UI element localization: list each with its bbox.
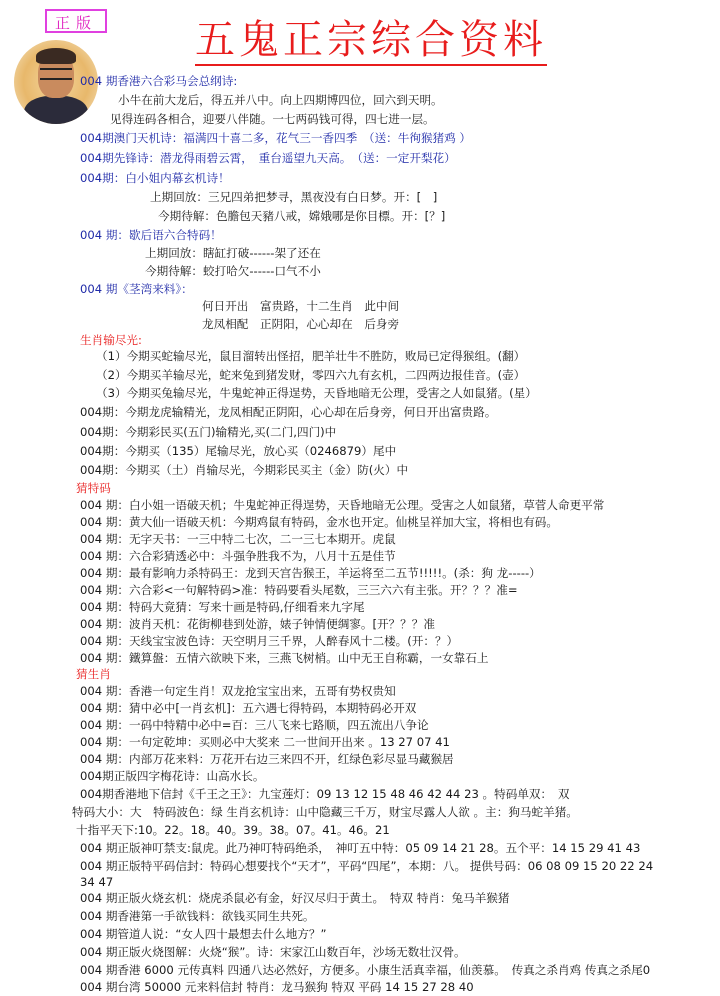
text-line: （1）今期买蛇输尽光，鼠目溜转出怪招，肥羊壮牛不胜防，败局已定得猴组。(翻） <box>96 349 526 363</box>
text-line: 004 期香港六合彩马会总纲诗: <box>80 74 238 88</box>
text-line: 004期先锋诗：潜龙得雨碧云霄， 重台遥望九天高。 （送：一定开梨花） <box>80 151 456 165</box>
text-line: 004 期：天线宝宝波色诗：天空明月三千界，人醉春风十二楼。(开：？） <box>80 634 459 648</box>
text-line: 34 47 <box>80 875 114 889</box>
text-line: 004 期香港第一手欲钱料：欲钱买同生共死。 <box>80 909 315 923</box>
text-line: 上期回放：瞎缸打破------架了还在 <box>145 246 321 260</box>
text-line: 004 期：白小姐一语破天机；牛鬼蛇神正得逞势，天昏地暗无公理。受害之人如鼠猪，草菅人命更平常 <box>80 498 605 512</box>
text-line: 何日开出 富贵路，十二生肖 此中间 <box>202 299 400 313</box>
text-line: 004 期：六合彩猜透必中：斗强争胜我不为，八月十五是佳节 <box>80 549 396 563</box>
page-title: 五鬼正宗综合资料 <box>195 16 547 66</box>
avatar-glasses-icon <box>40 68 72 80</box>
text-line: 004期：今期买（土）肖输尽光，今期彩民买主（金）防(火）中 <box>80 463 409 477</box>
text-line: 004 期：黄大仙一语破天机：今期鸡鼠有特码，金水也开定。仙桃呈祥加大宝，将相也有码。 <box>80 515 558 529</box>
text-line: 004 期：内部万花来料：万花开右边三来四不开，红绿色彩尽显马藏猴居 <box>80 752 454 766</box>
text-line: （2）今期买羊输尽光，蛇来兔到猪发财，零四六九有玄机，二四两边报佳音。(壶） <box>96 368 526 382</box>
text-line: 今期待解：色膽包天豬八戒，嫦娥哪是你目標。开：[？] <box>158 209 446 223</box>
text-line: 小牛在前大龙后，得五并八中。向上四期博四位，回六到天明。 <box>118 93 443 107</box>
text-line: 004 期正版神叮禁支:鼠虎。此乃神叮特码绝杀， 神叮五中特：05 09 14 21 28。五个平：14 15 29 41 43 <box>80 841 641 855</box>
text-line: 004期正版四字梅花诗：山高水长。 <box>80 769 265 783</box>
text-line: 004 期：一码中特精中必中=百：三八飞来七路顺，四五流出八争论 <box>80 718 429 732</box>
text-line: 004 期正版特平码信封：特码心想要找个“天才”，平码“四尾”，本期：八。 提供号码：06 08 09 15 20 22 24 <box>80 859 654 873</box>
text-line: 见得连码各相合，迎要八伴随。一七两码钱可得，四七进一层。 <box>110 112 435 126</box>
text-line: 004 期：特码大竟猜：写来十画是特码,仔细看来九字尾 <box>80 600 365 614</box>
text-line: 004 期：香港一句定生肖！双龙抢宝宝出来，五哥有势权贵知 <box>80 684 396 698</box>
text-line: 猜生肖 <box>76 667 111 681</box>
text-line: 004 期香港 6000 元传真料 四通八达必然好，方便多。小康生活真幸福，仙羡慕。 传真之杀肖鸡 传真之杀尾0 <box>80 963 651 977</box>
avatar-hair-shape <box>36 48 76 64</box>
text-line: 龙凤相配 正阴阳，心心却在 后身旁 <box>202 317 400 331</box>
text-line: 十指平天下:10。22。18。40。39。38。07。41。46。21 <box>76 823 390 837</box>
text-line: 004 期：六合彩<一句解特码>准：特码要看头尾数，三三六六有主张。开？？？准= <box>80 583 518 597</box>
text-line: 猜特码 <box>76 481 111 495</box>
text-line: 004 期管道人说：“女人四十最想去什么地方？” <box>80 927 327 941</box>
text-line: 004期：今期买（135）尾输尽光，放心买（0246879）尾中 <box>80 444 397 458</box>
text-line: 004 期台湾 50000 元来料信封 特肖：龙马猴狗 特双 平码 14 15 27 28 40 <box>80 980 474 994</box>
text-line: 004 期：歇后语六合特码！ <box>80 228 222 242</box>
text-line: 生肖输尽光: <box>80 333 142 347</box>
text-line: 004 期：鐵算盤：五情六欲映下来，三燕飞树梢。山中无王自称霸，一女靠石上 <box>80 651 489 665</box>
text-line: （3）今期买兔输尽光，牛鬼蛇神正得逞势，天昏地暗无公理，受害之人如鼠猪。(星） <box>96 386 537 400</box>
text-line: 004 期：一句定乾坤：买则必中大奖来 二一世间开出来 。13 27 07 41 <box>80 735 450 749</box>
text-line: 004期：今期彩民买(五门)输精光,买(二门,四门)中 <box>80 425 337 439</box>
text-line: 004期：白小姐内幕玄机诗！ <box>80 171 230 185</box>
edition-badge: 正版 <box>45 9 107 33</box>
avatar-body-shape <box>24 96 88 124</box>
text-line: 004 期正版火烧图解：火烧“猴”。诗：宋家江山数百年，沙场无数壮汉骨。 <box>80 945 466 959</box>
text-line: 004 期《茎湾来料》： <box>80 282 193 296</box>
text-line: 004期：今期龙虎输精光，龙凤相配正阴阳，心心却在后身旁，何日开出富贵路。 <box>80 405 497 419</box>
text-line: 今期待解：蛟打哈欠------口气不小 <box>145 264 321 278</box>
text-line: 004 期正版火烧玄机：烧虎杀鼠必有金，好汉尽归于黄土。 特双 特肖：兔马羊猴猪 <box>80 891 510 905</box>
text-line: 上期回放：三兄四弟把梦寻，黑夜没有白日梦。开：[ ] <box>150 190 438 204</box>
text-line: 004 期：最有影响力杀特码王：龙到天宫告猴王，羊运将至二五节!!!!!。(杀：狗 龙-----） <box>80 566 541 580</box>
text-line: 004 期：猜中必中[一肖玄机]：五六遇七得特码，本期特码必开双 <box>80 701 417 715</box>
text-line: 004 期：波肖天机：花街柳巷到处游，婊子钟情便绸寥。[开？？？准 <box>80 617 435 631</box>
text-line: 特码大小：大 特码波色：绿 生肖玄机诗：山中隐藏三千万，财宝尽露人人欲 。主：狗马蛇羊猪。 <box>72 805 578 819</box>
text-line: 004 期：无字天书：一三中特二七次，二一三七本期开。虎鼠 <box>80 532 396 546</box>
text-line: 004期澳门天机诗：福满四十喜二多，花气三一香四季 （送：牛徇猴猪鸡 ） <box>80 131 472 145</box>
text-line: 004期香港地下信封《千王之王》：九宝莲灯：09 13 12 15 48 46 42 44 23 。特码单双： 双 <box>80 787 570 801</box>
